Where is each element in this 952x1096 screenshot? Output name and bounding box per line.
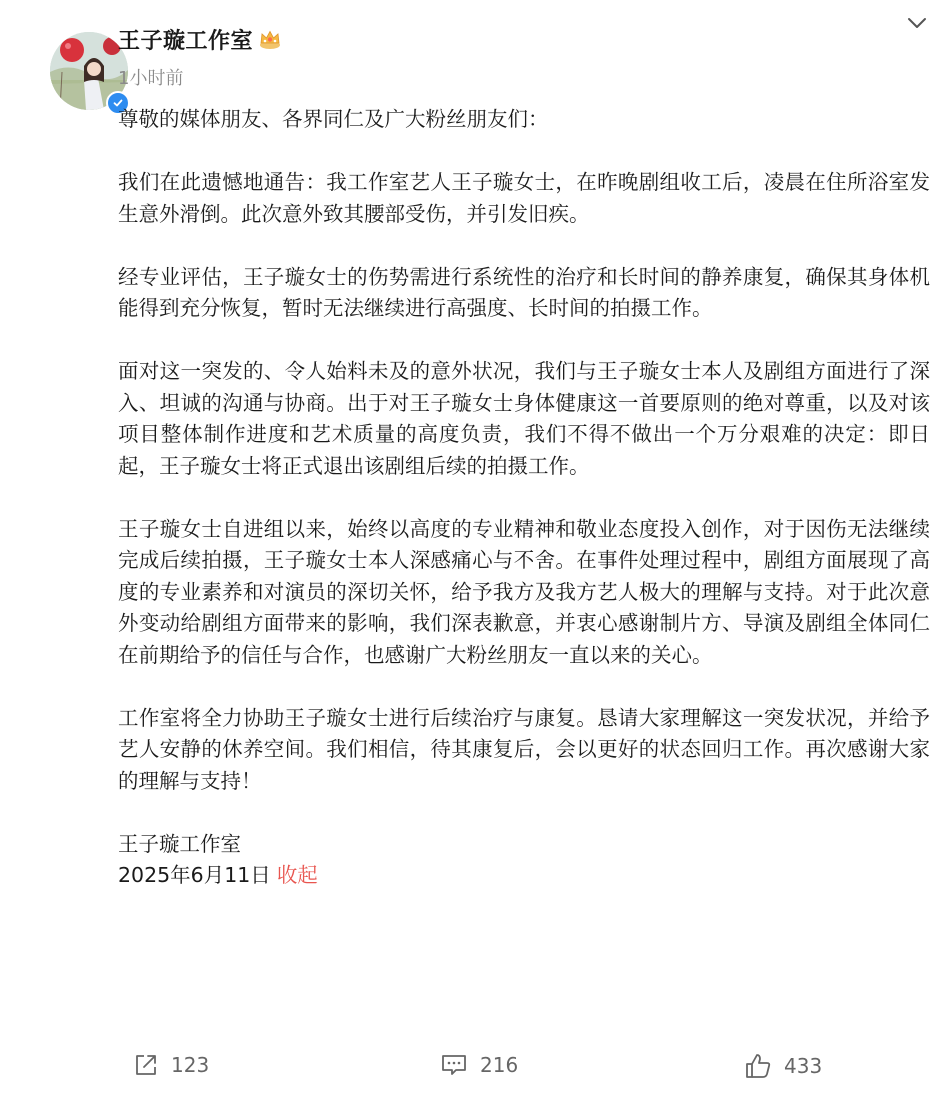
- post-date: 2025年6月11日: [118, 863, 271, 887]
- avatar-container[interactable]: [25, 16, 105, 96]
- body-paragraph: 经专业评估，王子璇女士的伤势需进行系统性的治疗和长时间的静养康复，确保其身体机能得到充分恢复，暂时无法继续进行高强度、长时间的拍摄工作。: [118, 264, 930, 320]
- body-paragraph: 工作室将全力协助王子璇女士进行后续治疗与康复。恳请大家理解这一突发状况，并给予艺人安静的休养空间。我们相信，待其康复后，会以更好的状态回归工作。再次感谢大家的理解与支持！: [118, 705, 930, 793]
- chevron-down-icon[interactable]: [905, 13, 929, 33]
- comment-icon: [440, 1052, 468, 1078]
- collapse-link[interactable]: 收起: [276, 863, 318, 887]
- date-line: [118, 860, 930, 892]
- vip-crown-icon[interactable]: [258, 28, 282, 50]
- greeting-paragraph: 尊敬的媒体朋友、各界同仁及广大粉丝朋友们：: [118, 107, 549, 131]
- author-name[interactable]: 王子璇工作室: [118, 29, 254, 54]
- repost-button[interactable]: [133, 1052, 209, 1078]
- like-count: 433: [784, 1054, 823, 1078]
- thumbs-up-icon: [744, 1052, 772, 1080]
- body-paragraph: 面对这一突发的、令人始料未及的意外状况，我们与王子璇女士本人及剧组方面进行了深入、坦诚的沟通与协商。出于对王子璇女士身体健康这一首要原则的绝对尊重，以及对该项目整体制作进度和艺术质量的高度负责，我们不得不做出一个万分艰难的决定：即日起，王子璇女士将正式退出该剧组后续的拍摄工作。: [118, 359, 930, 478]
- repost-count: 123: [171, 1053, 210, 1077]
- post-content: [118, 104, 930, 923]
- body-paragraph: 王子璇女士自进组以来，始终以高度的专业精神和敬业态度投入创作，对于因伤无法继续完成后续拍摄，王子璇女士本人深感痛心与不舍。在事件处理过程中，剧组方面展现了高度的专业素养和对演员的深切关怀，给予我方及我方艺人极大的理解与支持。对于此次意外变动给剧组方面带来的影响，我们深表歉意，并衷心感谢制片方、导演及剧组全体同仁在前期给予的信任与合作，也感谢广大粉丝朋友一直以来的关心。: [118, 516, 930, 667]
- action-bar: [0, 1052, 952, 1082]
- signature: 王子璇工作室: [118, 831, 241, 856]
- comment-count: 216: [480, 1053, 519, 1077]
- like-button[interactable]: [744, 1052, 822, 1080]
- post-timestamp: 1小时前: [118, 68, 184, 89]
- body-paragraph: 我们在此遗憾地通告：我工作室艺人王子璇女士，在昨晚剧组收工后，凌晨在住所浴室发生意外滑倒。此次意外致其腰部受伤，并引发旧疾。: [118, 170, 930, 226]
- comment-button[interactable]: [440, 1052, 518, 1078]
- repost-icon: [133, 1052, 159, 1078]
